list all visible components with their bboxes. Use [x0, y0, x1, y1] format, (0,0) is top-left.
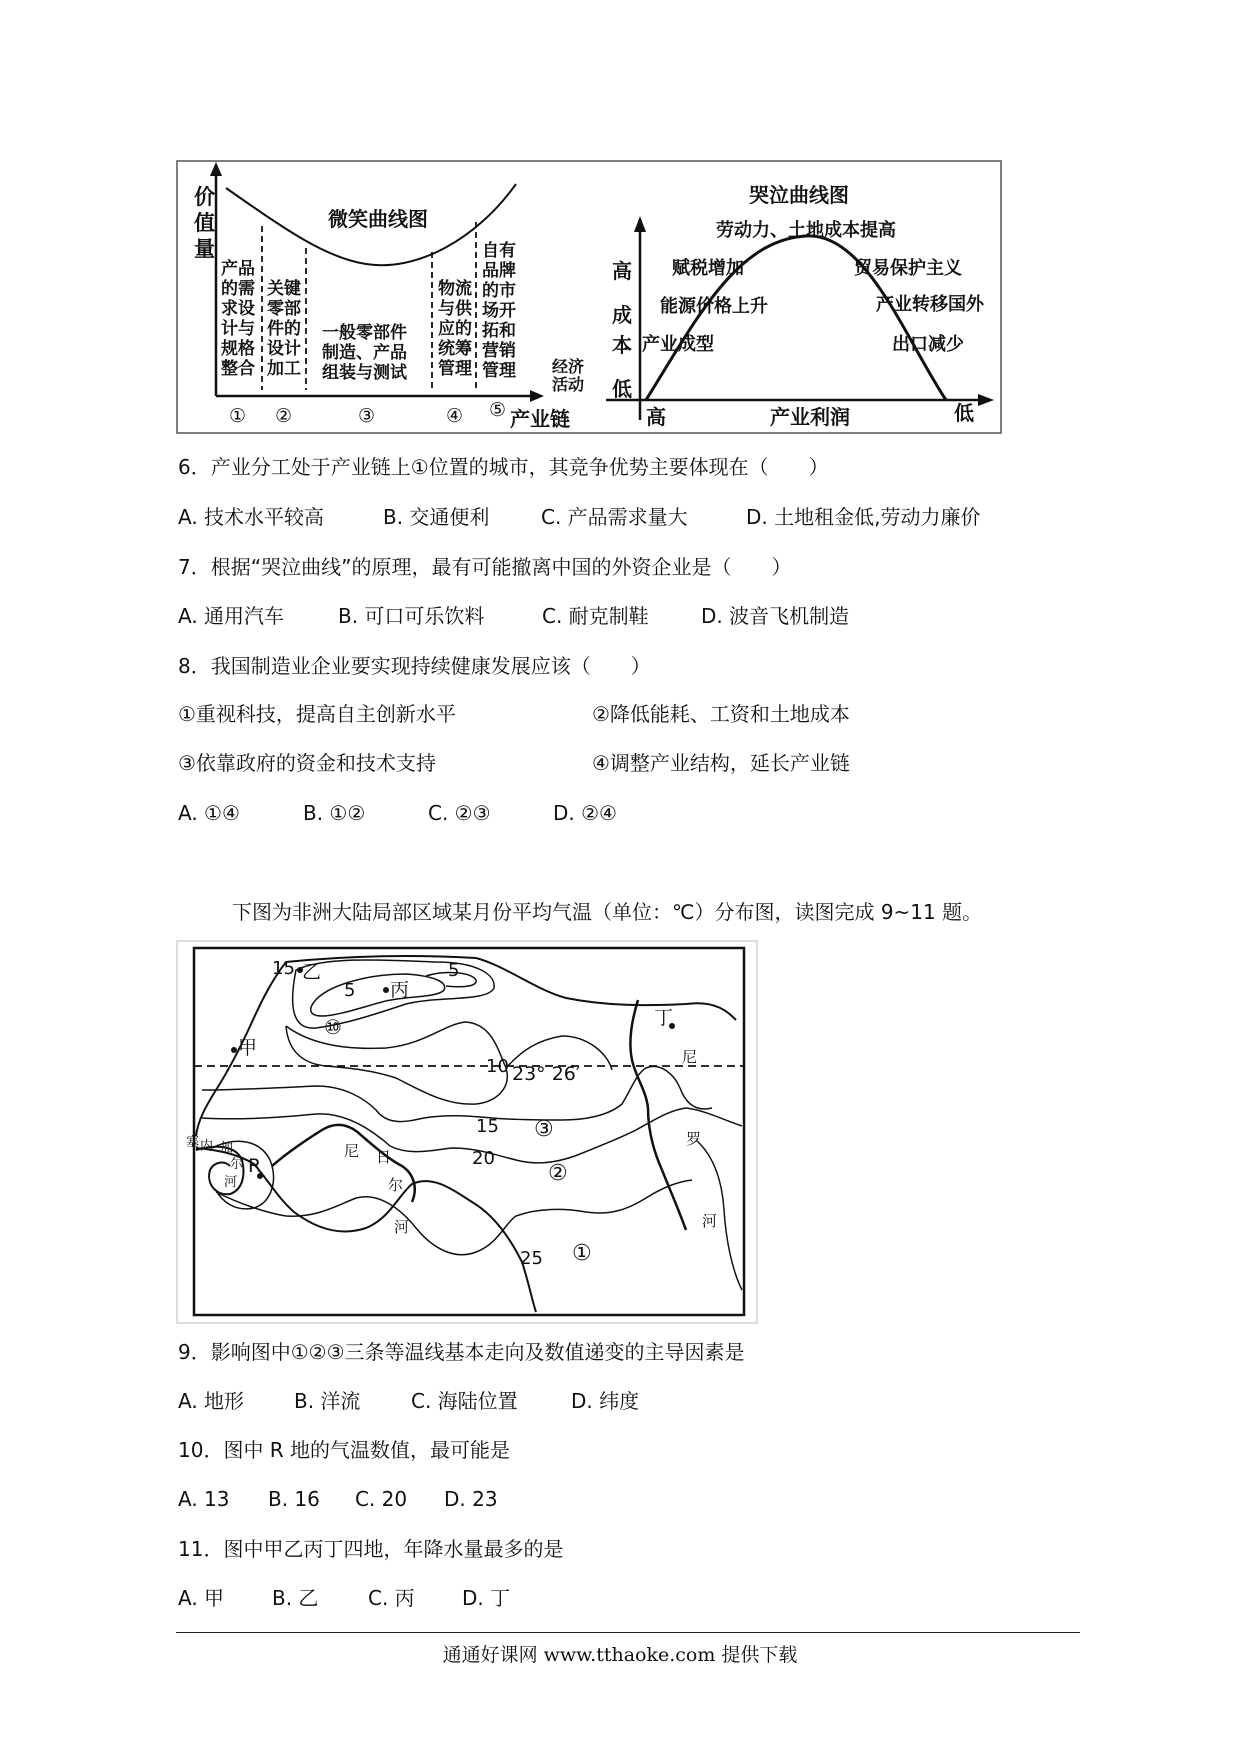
svg-text:组装与测试: 组装与测试	[322, 363, 407, 383]
svg-text:的市: 的市	[482, 281, 516, 301]
question-9-option-b: B. 洋流	[294, 1389, 361, 1413]
crying-x-label: 产业利润	[770, 405, 850, 429]
svg-text:应的: 应的	[438, 319, 472, 339]
river-label-luo: 罗	[686, 1130, 702, 1148]
crying-y-mid-1: 本	[612, 333, 632, 357]
crying-label-7: 出口减少	[892, 334, 964, 355]
crying-y-mid-0: 成	[612, 303, 632, 327]
question-8-statement-4: ④调整产业结构，延长产业链	[592, 751, 850, 775]
isotherm-label-15-north: 15	[272, 958, 295, 979]
svg-text:一般零部件: 一般零部件	[322, 323, 407, 343]
svg-text:品牌: 品牌	[482, 261, 516, 281]
question-10-option-c: C. 20	[355, 1487, 408, 1511]
question-6-option-c: C. 产品需求量大	[541, 505, 688, 529]
question-9-stem: 9．影响图中①②③三条等温线基本走向及数值递变的主导因素是	[178, 1340, 745, 1364]
smile-title: 微笑曲线图	[328, 207, 428, 231]
smile-yaxis-char-2: 量	[194, 237, 215, 261]
isotherm-label-10-circled: ⑩	[324, 1015, 342, 1039]
isotherm-label-3: ③	[534, 1117, 554, 1142]
question-11-option-a: A. 甲	[178, 1586, 225, 1610]
industry-curves-figure	[176, 160, 1002, 434]
question-8-statement-3: ③依靠政府的资金和技术支持	[178, 751, 436, 775]
svg-text:规格: 规格	[221, 339, 255, 359]
question-9-option-d: D. 纬度	[571, 1389, 640, 1413]
question-8-option-d: D. ②④	[553, 801, 617, 825]
svg-text:⑤: ⑤	[489, 399, 507, 421]
question-7-stem: 7．根据“哭泣曲线”的原理，最有可能撤离中国的外资企业是（ ）	[178, 555, 792, 579]
question-10-option-d: D. 23	[444, 1487, 498, 1511]
svg-text:零部: 零部	[267, 299, 301, 319]
place-jia-label: 甲	[238, 1037, 258, 1059]
river-label-sai: 塞	[186, 1135, 200, 1150]
svg-text:设计: 设计	[267, 339, 301, 359]
question-7-option-c: C. 耐克制鞋	[542, 604, 649, 628]
svg-text:整合: 整合	[221, 359, 255, 379]
question-8-option-c: C. ②③	[428, 801, 491, 825]
place-bing-label: 丙	[390, 979, 410, 1001]
question-8-statement-1: ①重视科技，提高自主创新水平	[178, 702, 456, 726]
river-label-he-3: 河	[702, 1212, 718, 1230]
footer-divider	[176, 1632, 1080, 1633]
svg-text:营销: 营销	[482, 341, 516, 361]
isotherm-label-10: 10	[486, 1056, 509, 1077]
river-label-he-1: 河	[224, 1175, 238, 1190]
isotherm-label-20: 20	[472, 1148, 495, 1169]
svg-text:关键: 关键	[267, 279, 301, 299]
svg-text:产品: 产品	[221, 259, 255, 279]
question-9-option-a: A. 地形	[178, 1389, 245, 1413]
isotherm-label-15: 15	[476, 1116, 499, 1137]
svg-text:加工: 加工	[267, 359, 301, 379]
question-6-option-d: D. 土地租金低,劳动力廉价	[746, 505, 981, 529]
svg-text:计与: 计与	[221, 319, 255, 339]
river-label-ni-1: 尼	[344, 1142, 360, 1160]
question-10-stem: 10．图中 R 地的气温数值，最可能是	[178, 1438, 511, 1462]
smile-yaxis-char-0: 价	[194, 185, 215, 209]
crying-label-6: 产业成型	[642, 334, 714, 355]
isotherm-label-25: 25	[520, 1248, 543, 1269]
place-yi-label: 乙	[302, 961, 322, 983]
svg-text:场开: 场开	[482, 301, 516, 321]
svg-text:②: ②	[275, 405, 293, 427]
river-label-nei: 内	[200, 1139, 214, 1154]
svg-text:③: ③	[358, 405, 376, 427]
map-intro-text: 下图为非洲大陆局部区域某月份平均气温（单位：℃）分布图，读图完成 9~11 题。	[232, 900, 983, 924]
place-bing-dot	[383, 987, 389, 993]
question-8-option-a: A. ①④	[178, 801, 240, 825]
river-label-er-2: 尔	[388, 1176, 404, 1194]
svg-text:的需: 的需	[221, 279, 255, 299]
place-ding-label: 丁	[654, 1007, 674, 1029]
isotherm-label-1: ①	[572, 1241, 592, 1266]
svg-text:④: ④	[446, 405, 464, 427]
latitude-label: 23° 26′	[512, 1063, 581, 1085]
crying-x-high: 高	[646, 405, 666, 429]
crying-label-5: 产业转移国外	[876, 294, 984, 315]
question-7-option-d: D. 波音飞机制造	[701, 604, 850, 628]
river-label-er-1: 尔	[230, 1157, 244, 1172]
svg-text:制造、产品: 制造、产品	[322, 343, 407, 363]
question-7-option-b: B. 可口可乐饮料	[338, 604, 485, 628]
svg-text:管理: 管理	[482, 361, 516, 381]
svg-text:①: ①	[229, 405, 247, 427]
smile-yaxis-char-1: 值	[194, 211, 215, 235]
smile-xaxis-label: 产业链	[510, 407, 570, 431]
crying-y-high: 高	[612, 259, 632, 283]
isotherm-label-2: ②	[548, 1161, 568, 1186]
svg-text:件的: 件的	[267, 319, 301, 339]
crying-y-low: 低	[612, 377, 632, 401]
isotherm-label-5-b: 5	[448, 960, 460, 981]
crying-title: 哭泣曲线图	[749, 183, 849, 207]
place-r-label: R	[248, 1155, 262, 1177]
river-label-jia: 加	[220, 1141, 234, 1156]
smile-econ-line-1: 经济	[552, 357, 585, 376]
question-8-option-b: B. ①②	[303, 801, 366, 825]
question-11-option-b: B. 乙	[272, 1586, 319, 1610]
question-11-stem: 11．图中甲乙丙丁四地，年降水量最多的是	[178, 1537, 564, 1561]
africa-isotherm-map	[176, 940, 758, 1324]
smile-econ-line-2: 活动	[552, 375, 585, 394]
svg-text:管理: 管理	[438, 359, 472, 379]
footer-text: 通通好课网 www.tthaoke.com 提供下载	[442, 1644, 798, 1666]
question-6-stem: 6．产业分工处于产业链上①位置的城市，其竞争优势主要体现在（ ）	[178, 455, 829, 479]
question-10-option-b: B. 16	[268, 1487, 320, 1511]
river-label-ri: 日	[376, 1148, 392, 1166]
svg-text:求设: 求设	[221, 299, 255, 319]
question-9-option-c: C. 海陆位置	[411, 1389, 518, 1413]
svg-text:与供: 与供	[438, 299, 472, 319]
question-6-option-a: A. 技术水平较高	[178, 505, 325, 529]
place-jia-dot	[231, 1047, 237, 1053]
question-8-stem: 8．我国制造业企业要实现持续健康发展应该（ ）	[178, 654, 651, 678]
crying-label-3: 贸易保护主义	[854, 258, 962, 279]
svg-text:自有: 自有	[482, 241, 516, 261]
svg-text:统筹: 统筹	[438, 339, 472, 359]
svg-text:物流: 物流	[438, 279, 472, 299]
question-8-statement-2: ②降低能耗、工资和土地成本	[592, 702, 850, 726]
crying-label-4: 能源价格上升	[660, 296, 768, 317]
question-7-option-a: A. 通用汽车	[178, 604, 285, 628]
svg-text:拓和: 拓和	[482, 321, 516, 341]
river-label-ni-2: 尼	[682, 1048, 698, 1066]
question-6-option-b: B. 交通便利	[383, 505, 490, 529]
question-11-option-c: C. 丙	[368, 1586, 415, 1610]
crying-label-1: 劳动力、土地成本提高	[716, 220, 896, 241]
isotherm-label-5-a: 5	[344, 980, 356, 1001]
crying-label-2: 赋税增加	[672, 258, 744, 279]
river-label-he-2: 河	[394, 1218, 410, 1236]
crying-x-low: 低	[954, 401, 974, 425]
question-11-option-d: D. 丁	[462, 1586, 511, 1610]
question-10-option-a: A. 13	[178, 1487, 230, 1511]
